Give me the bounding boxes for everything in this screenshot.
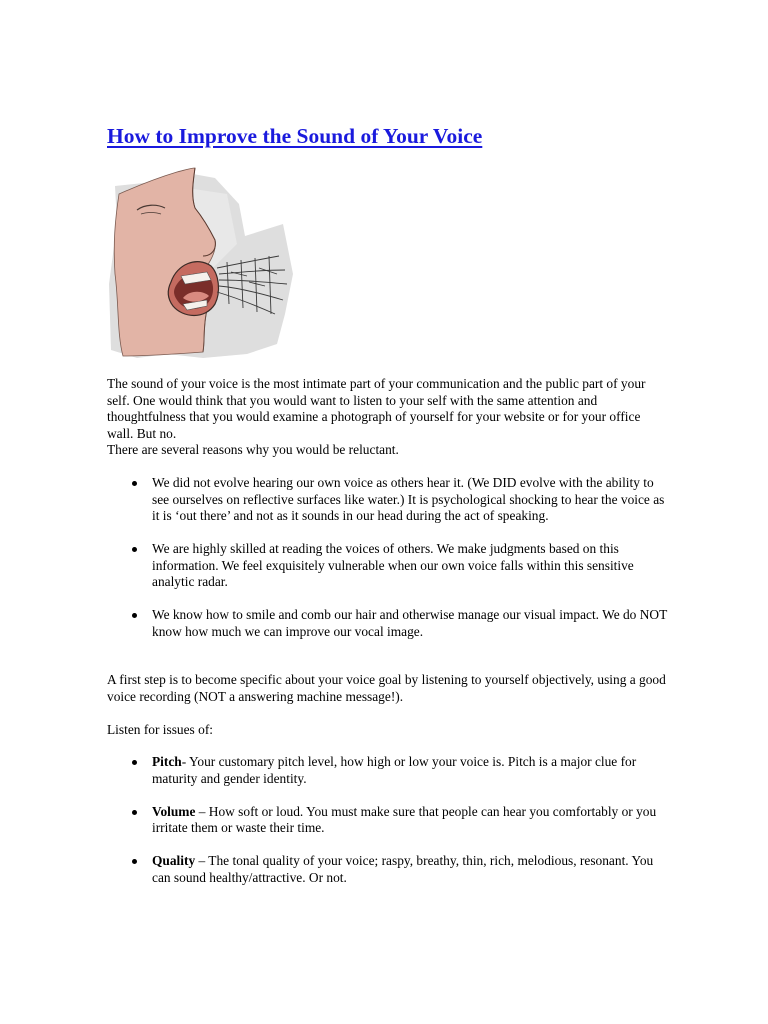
- listen-intro-text: Listen for issues of:: [107, 722, 213, 737]
- reasons-list: [107, 475, 667, 640]
- list-item: We are highly skilled at reading the voices of others. We make judgments based on this information. We feel exquisitely vulnerable when our own voice falls within this sensitive analytic radar.: [107, 541, 667, 591]
- intro-paragraph: [107, 376, 667, 459]
- issue-text: – The tonal quality of your voice; raspy, breathy, thin, rich, melodious, resonant. You can sound healthy/attractive. Or not.: [152, 853, 654, 885]
- intro-text: The sound of your voice is the most intimate part of your communication and the public part of your self. One would think that you would want to listen to your self with the same attention and thoughtfulness that you would examine a photograph of yourself for your website or for your office wall. But no.: [107, 376, 646, 441]
- intro-reluctant-text: There are several reasons why you would be reluctant.: [107, 442, 399, 457]
- list-item: [107, 804, 667, 837]
- issue-term: Pitch: [152, 754, 182, 769]
- issue-term: Volume: [152, 803, 196, 819]
- first-step-paragraph: A first step is to become specific about your voice goal by listening to yourself objectively, using a good voice recording (NOT a answering machine message!).: [107, 672, 666, 704]
- list-item: [107, 853, 667, 886]
- issues-list: [107, 754, 667, 886]
- list-item: We know how to smile and comb our hair and otherwise manage our visual impact. We do NOT know how much we can improve our vocal image.: [107, 607, 667, 640]
- page-title[interactable]: How to Improve the Sound of Your Voice: [107, 124, 483, 148]
- list-item: [107, 754, 667, 787]
- issue-term: Quality: [152, 853, 196, 868]
- face-speaking-illustration: [107, 164, 297, 360]
- issue-text: - Your customary pitch level, how high or low your voice is. Pitch is a major clue for maturity and gender identity.: [152, 754, 637, 786]
- issue-text: – How soft or loud. You must make sure that people can hear you comfortably or you irritate them or waste their time.: [152, 803, 657, 835]
- list-item: We did not evolve hearing our own voice as others hear it. (We DID evolve with the ability to see ourselves on reflective surfaces like water.) It is psychological shocking to hear the voice as it is ‘out there’ and not as it sounds in our head during the act of speaking.: [107, 475, 667, 525]
